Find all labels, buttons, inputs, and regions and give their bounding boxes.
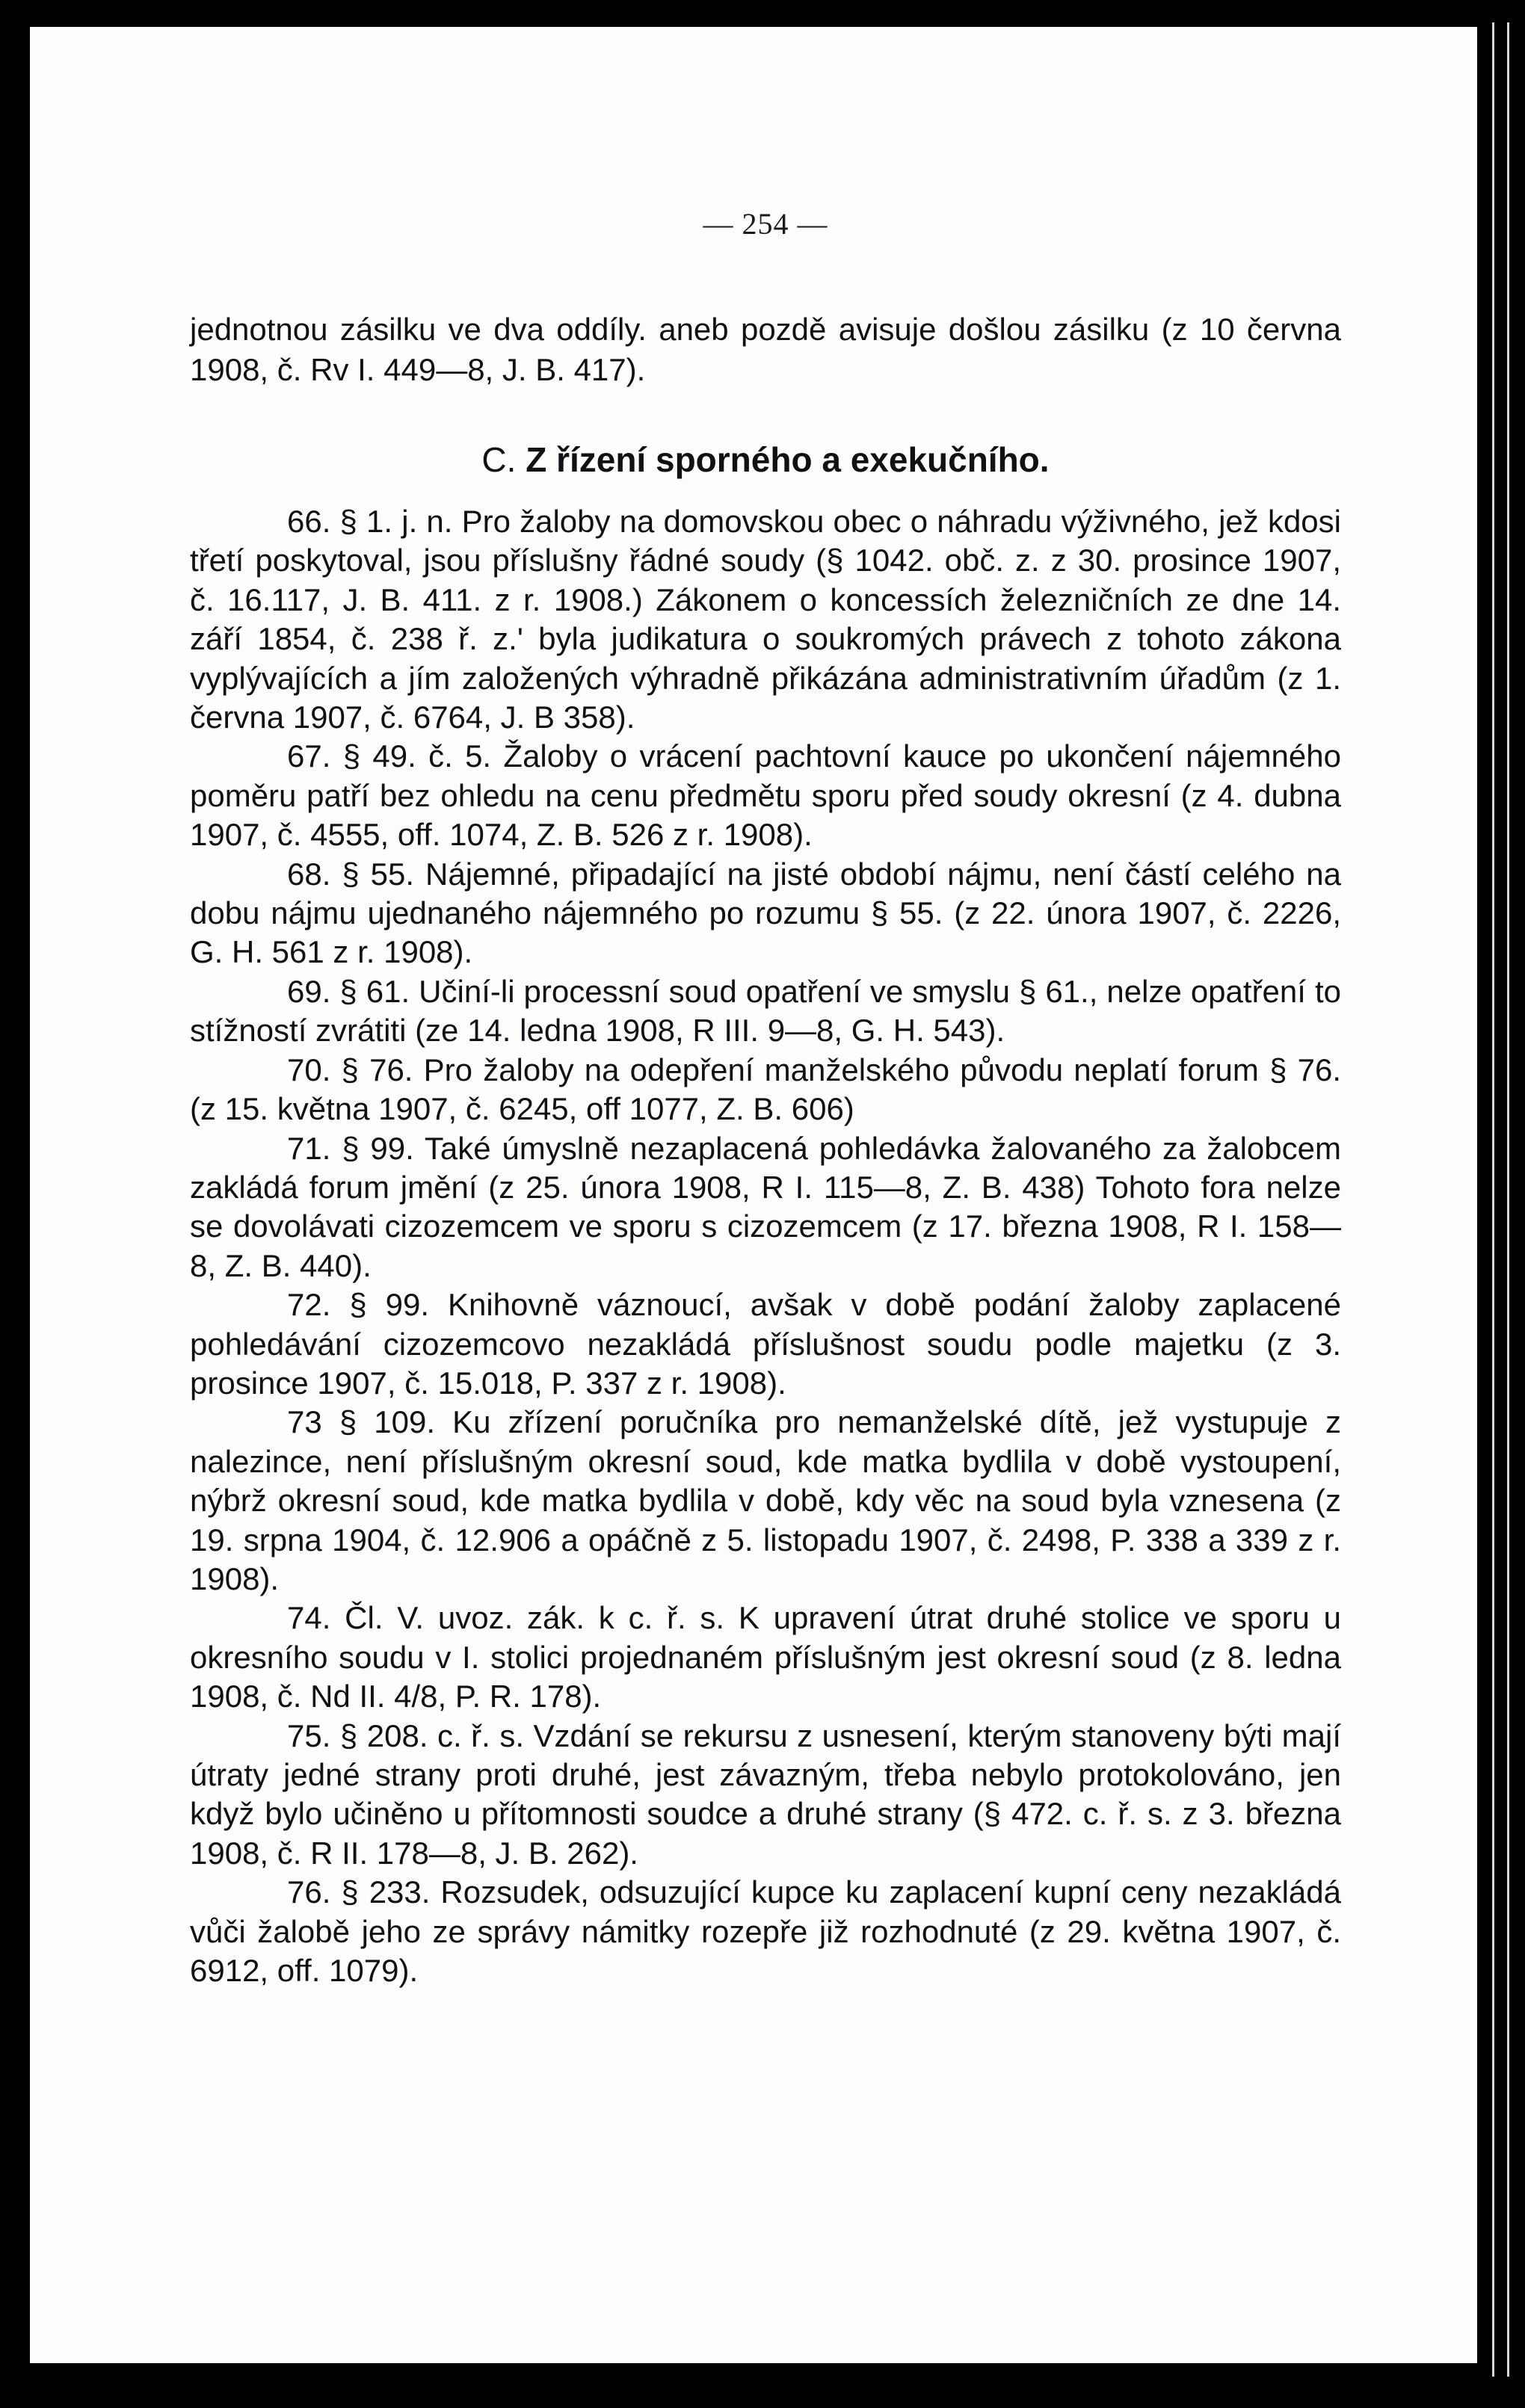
scan-edge-line xyxy=(1507,22,1509,2377)
section-letter: C. xyxy=(481,440,517,479)
entry-list xyxy=(190,502,1341,1990)
entry-67: 67. § 49. č. 5. Žaloby o vrácení pachtovní kauce po ukončení nájemného poměru patří bez ohledu na cenu předmětu sporu před soudy okresní (z 4. dubna 1907, č. 4555, off. 1074, Z. B. 526 z r. 1908). xyxy=(190,738,1341,853)
entry-72: 72. § 99. Knihovně váznoucí, avšak v době podání žaloby zaplacené pohledávání cizozemcovo nezakládá příslušnost soudu podle majetku (z 3. prosince 1907, č. 15.018, P. 337 z r. 1908). xyxy=(190,1287,1341,1401)
document-page xyxy=(30,27,1477,2363)
entry-70: 70. § 76. Pro žaloby na odepření manželského původu neplatí forum § 76. (z 15. května 1907, č. 6245, off 1077, Z. B. 606) xyxy=(190,1052,1341,1127)
section-heading xyxy=(190,439,1341,480)
page-number: — 254 — xyxy=(703,207,828,241)
entry-71: 71. § 99. Také úmyslně nezaplacená pohledávka žalovaného za žalobcem zakládá forum jmění (z 25. února 1908, R I. 115—8, Z. B. 438) Tohoto fora nelze se dovolávati cizozemcem ve sporu s cizozemcem (z 17. března 1908, R I. 158—8, Z. B. 440). xyxy=(190,1130,1341,1283)
scan-edge-line xyxy=(1492,22,1494,2377)
entry-66: 66. § 1. j. n. Pro žaloby na domovskou obec o náhradu výživného, jež kdosi třetí poskytoval, jsou příslušny řádné soudy (§ 1042. obč. z. z 30. prosince 1907, č. 16.117, J. B. 411. z r. 1908.) Zákonem o koncessích železničních ze dne 14. září 1854, č. 238 ř. z.' byla judikatura o soukromých právech z tohoto zákona vyplývajících a jím založených výhradně přikázána administrativním úřadům (z 1. června 1907, č. 6764, J. B 358). xyxy=(190,504,1341,735)
section-title: Z řízení sporného a exekučního. xyxy=(526,440,1050,479)
entry-75: 75. § 208. c. ř. s. Vzdání se rekursu z usnesení, kterým stanoveny býti mají útraty jedné strany proti druhé, jest závazným, třeba nebylo protokolováno, jen když bylo učiněno u přítomnosti soudce a druhé strany (§ 472. c. ř. s. z 3. března 1908, č. R II. 178—8, J. B. 262). xyxy=(190,1717,1341,1871)
entry-69: 69. § 61. Učiní-li processní soud opatření ve smyslu § 61., nelze opatření to stížností zvrátiti (ze 14. ledna 1908, R III. 9—8, G. H. 543). xyxy=(190,973,1341,1049)
entry-73: 73 § 109. Ku zřízení poručníka pro nemanželské dítě, jež vystupuje z nalezince, není příslušným okresní soud, kde matka bydlila v době vystoupení, nýbrž okresní soud, kde matka bydlila v době, kdy věc na soud byla vznesena (z 19. srpna 1904, č. 12.906 a opáčně z 5. listopadu 1907, č. 2498, P. 338 a 339 z r. 1908). xyxy=(190,1404,1341,1596)
entry-68: 68. § 55. Nájemné, připadající na jisté období nájmu, není částí celého na dobu nájmu ujednaného nájemného po rozumu § 55. (z 22. února 1907, č. 2226, G. H. 561 z r. 1908). xyxy=(190,856,1341,970)
entry-76: 76. § 233. Rozsudek, odsuzující kupce ku zaplacení kupní ceny nezakládá vůči žalobě jeho ze správy námitky rozepře již rozhodnuté (z 29. května 1907, č. 6912, off. 1079). xyxy=(190,1874,1341,1989)
entry-74: 74. Čl. V. uvoz. zák. k c. ř. s. K upravení útrat druhé stolice ve sporu u okresního soudu v I. stolici projednaném příslušným jest okresní soud (z 8. ledna 1908, č. Nd II. 4/8, P. R. 178). xyxy=(190,1600,1341,1714)
intro-paragraph: jednotnou zásilku ve dva oddíly. aneb pozdě avisuje došlou zásilku (z 10 června 1908, č. Rv I. 449—8, J. B. 417). xyxy=(190,312,1341,387)
